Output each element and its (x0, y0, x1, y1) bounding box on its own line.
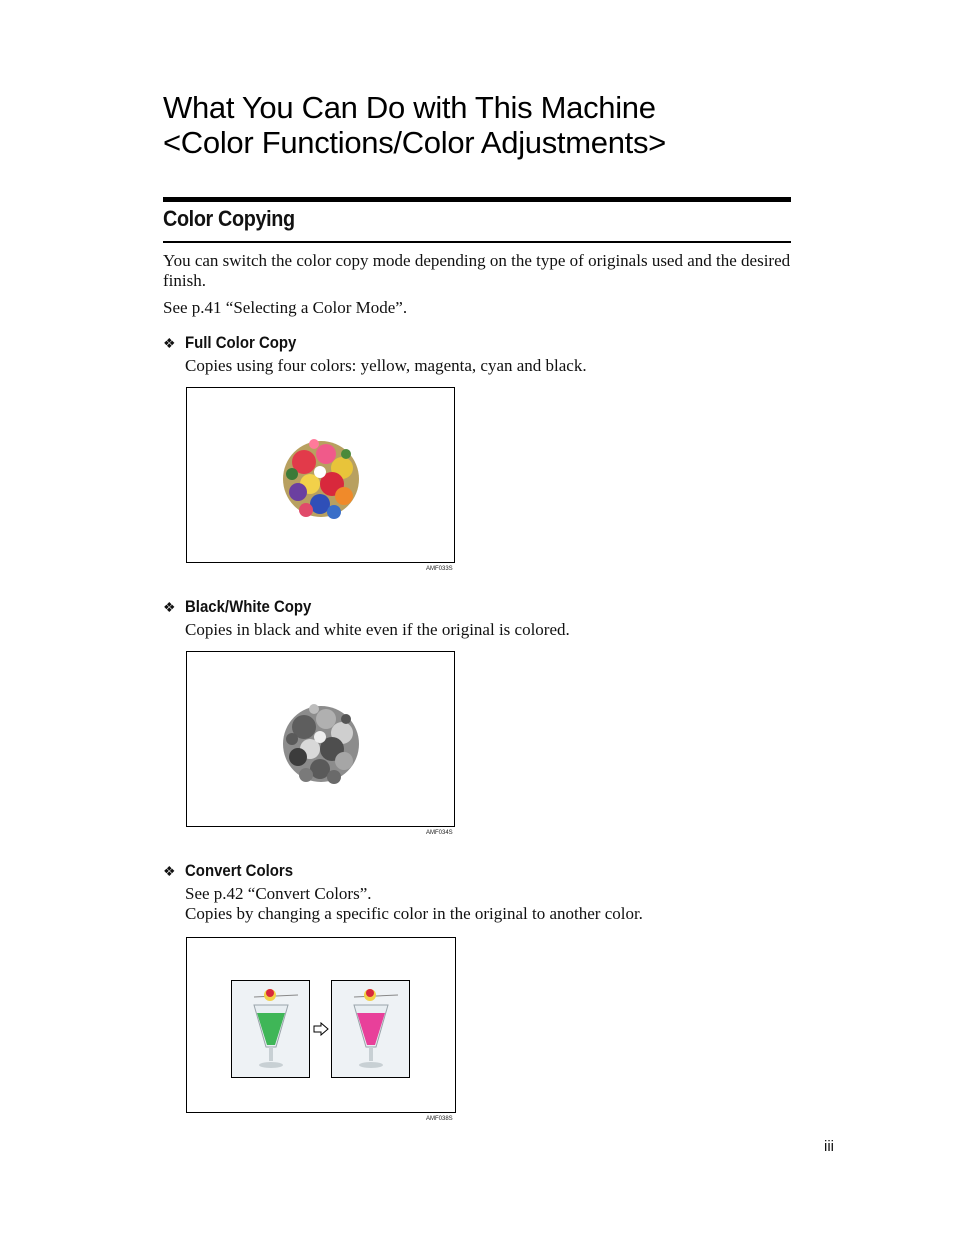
chapter-title-line-1: What You Can Do with This Machine (163, 90, 656, 125)
feature-title: Black/White Copy (185, 597, 312, 616)
feature-heading-convert-colors (163, 861, 308, 881)
feature-description: Copies using four colors: yellow, magenta, cyan and black. (185, 356, 587, 375)
feature-description: Copies in black and white even if the original is colored. (185, 620, 570, 639)
feature-see-reference: See p.42 “Convert Colors”. (185, 884, 372, 903)
diamond-bullet-icon: ❖ (163, 334, 176, 351)
section-see-reference: See p.41 “Selecting a Color Mode”. (163, 298, 408, 317)
chapter-title (163, 90, 803, 160)
section-title: Color Copying (163, 206, 295, 231)
feature-title: Convert Colors (185, 861, 294, 880)
feature-heading-full-color (163, 333, 312, 353)
figure-code: AMF034S (426, 830, 453, 836)
glass-before-image (231, 980, 310, 1078)
color-bouquet-image (280, 432, 362, 526)
section-intro: You can switch the color copy mode depending on the type of originals used and the desired finish. (163, 251, 791, 290)
glass-after-image (331, 980, 410, 1078)
feature-title: Full Color Copy (185, 333, 297, 352)
arrow-right-icon (313, 1022, 329, 1036)
grayscale-bouquet-image (280, 697, 362, 791)
diamond-bullet-icon: ❖ (163, 598, 176, 615)
diamond-bullet-icon: ❖ (163, 862, 176, 879)
feature-description: Copies by changing a specific color in the original to another color. (185, 904, 643, 923)
chapter-title-line-2: <Color Functions/Color Adjustments> (163, 125, 666, 160)
figure-code: AMF038S (426, 1116, 453, 1122)
figure-code: AMF033S (426, 566, 453, 572)
feature-heading-black-white (163, 597, 329, 617)
section-divider (163, 241, 791, 243)
chapter-divider (163, 197, 791, 202)
page-number: iii (824, 1138, 834, 1155)
